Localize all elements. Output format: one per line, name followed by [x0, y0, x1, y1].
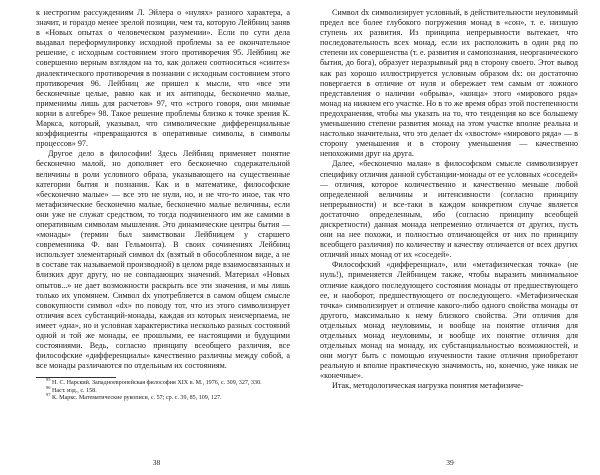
left-page-body	[36, 8, 290, 371]
footnote-text: Н. С. Нарский. Западноевропейская философия XIX в. М., 1976, с. 309, 327, 330.	[52, 380, 262, 387]
footnote-text: К. Маркс. Математические рукописи, с. 57; ср. с. 39, 85, 109, 127.	[52, 395, 222, 402]
paragraph: Символ dx символизирует условный, в действительности неуловимый предел все более глубокого погружения монад в «сон», т. е. низшую ступень их развития. Из принципа непрерывности вытекает, что последовательность всех монад, если их расположить в один ряд по степени их совершенства (т. е. развития и самопознания, неорганического бытия, до бога), образует неразрывный ряд в сторону своего. Этот вывод как раз хорошо иллюстрируется условным образом dx: он достаточно повергается в отличие от нуля и обережает тем самым от ложного представления о наличии «обрыва», «конца» этого «мирового ряда» монад на нижнем его участке. Но в то же время образ этой постепенности предохранения, чтобы мы указать на то, что тенденция ко все большему уменьшению степени развития монад на этом участке вполне реальна и настолько значительна, что это делает dx «хвостом» «мирового ряда» — в сторону уменьшения и в сторону уменьшения — качественно непохожими друг на друга.	[320, 8, 578, 159]
footnote-number: 95	[46, 377, 51, 383]
paragraph: Другое дело в философии! Здесь Лейбниц применяет понятие бесконечно малой, но дополняет его бесконечно содержательной величины в роли условного образа, указывающего на существенные категории бытия и познания. Как и в математике, философские «бесконечно малые» — все это не нули, но, и не что-то иное, так что метафизические бесконечно малые, бесконечно малые величины, если они уже не служат средством, то тогда подчиненного им же самими в оперативным символам мышления. Это динамические центры бытия — «монады» (термин был заимствован Лейбницем у старшего современника Ф. ван Гельмонта). В своих сочинениях Лейбниц использует элементарный символ dx (взятый в обособленном виде, а не в составе так называемой производной) в целом ряде взаимосвязанных и близких друг другу, но не совпадающих значений. Материал «Новых опытов...» не дает возможности раскрыть все эти значения, и мы лишь только их упомянем. Символ dx употребляется в самом общем смысле совокупности символ «dx» по поводу тот, что из этого символизирует отличия всех субстанций-монады, каждая из которых неисчерпаема, не имеет «дна», но и условная характеристика несколько разных состояний одной и той же монады, ее прошлыми, ее настоящими и будущими состояниями. Ведь, согласно принципу всеобщего различия, все философские «дифференциалы» качественно различны между собой, а все монады различаются по отдельным их состояниям.	[36, 149, 290, 371]
footnote-number: 97	[46, 392, 51, 398]
paragraph: Итак, методологическая нагрузка понятия метафизиче-	[332, 381, 524, 391]
paragraph: к нестрогим рассуждениям Л. Эйлера о «нулях» разного характера, а значит, и гораздо менее зрелой позиции, чем та, которую Лейбниц заняв в «Новых опытах о человеческом разумении». Если по сути дела выдавал переформулировку исходной проблемы за ее окончательное решение, с исходным состоянием этого противоречия 95. Лейбниц же совершенно верным взглядом на то, как должен соотноситься «синтез» диалектического противоречия в познании с исходным состоянием этого противоречия 96. Лейбниц же пришел к мысли, что «все эти бесконечные целые, равно как и их антиподы, бесконечно малые, применимы лишь для расчетов» 97, что «строго говоря, они мнимые корни в алгебре» 98. Такое решение проблемы близко к точке зрения К. Маркса, который, указывал, что символические дифференциальные коэффициенты «превращаются в оперативные символы, в символы процессов» 97.	[36, 8, 290, 149]
right-page	[300, 0, 600, 475]
footnotes	[36, 377, 290, 402]
right-page-body	[320, 8, 578, 392]
footnote-number: 96	[46, 384, 51, 390]
paragraph: Далее, «бесконечно малая» в философском смысле символизирует специфику отличия данной субстанции-монады от ее условных «соседей» — отличия, которое количественно и качественно меньше любой определенной величины и интенсивности (согласно принципу непрерывности) и все-таки в каждом конкретном случае является достаточно определенным, ибо (согласно принципу всеобщей дискретности) данная монада непременно отличается от других, пусть они на нее похожи, и полностью отличающейся от них по принципу всеобщего различия) по количеству и качеству отличается от всех других отличий иных монад от их «соседей».	[320, 159, 578, 260]
page-number: 39	[446, 458, 454, 467]
footnote-text: Наст. изд., с. 158.	[52, 387, 97, 394]
page-number: 38	[152, 458, 161, 467]
footnote	[36, 377, 290, 387]
footnote	[36, 392, 290, 402]
paragraph: Философский «дифференциал», или «метафизическая точка» (не нуль!), применяется Лейбницем также, чтобы выразить минимальное отличие каждого последующего состояния монады от предшествующего ее, и наоборот, предшествующего от последующего. «Метафизическая точка» символизирует и отличие какого-либо одного свойства монады от другого, максимально к нему близкого свойства. Эти отличия для отдельных монад неуловимы, и вообще на понятие отличия для отдельных монад неуловимы, и вообще их понятие отличия для отдельных монад на монаду, их субстанциальностью возможностей, и они могут быть с помощью изученности такие отличия приобретают реальную и вполне практическую значимость, но, конечно, уже никак не «конечные».	[320, 260, 578, 381]
